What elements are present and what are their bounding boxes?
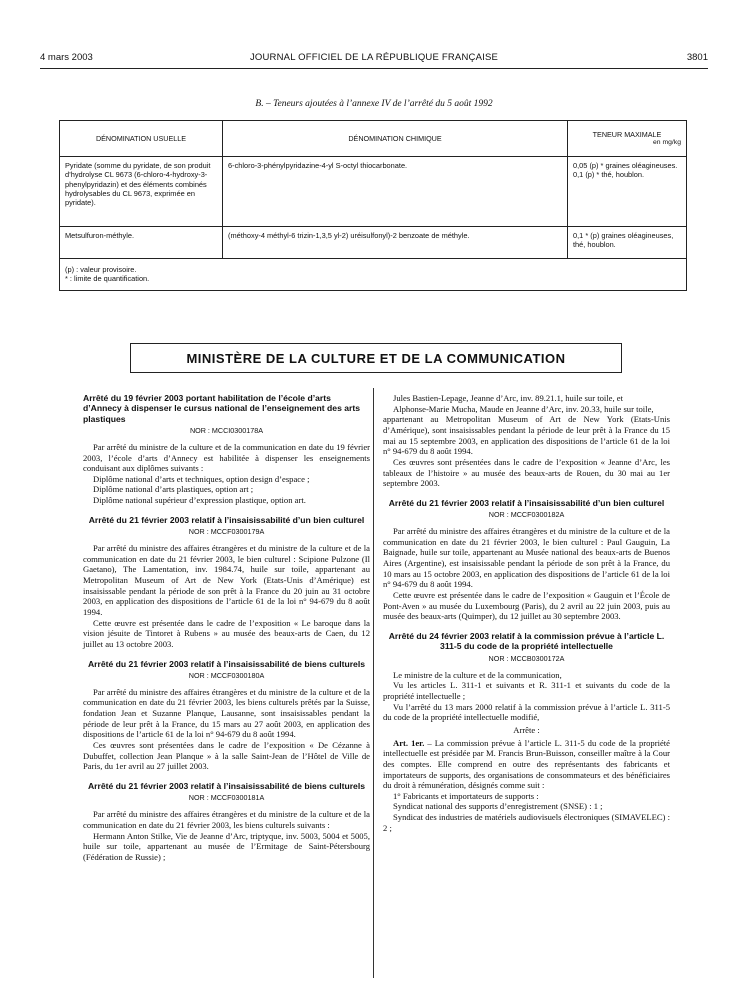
paragraph: Ces œuvres sont présentées dans le cadre de l’exposition « De Cézanne à Dubuffet, collection Jean Planque » à la salle Saint-Jean de l’Hôtel de Ville de Paris, du 1er avril au 27 juillet 2003. [83,740,370,772]
nor-reference: NOR : MCCF0300182A [488,510,565,520]
ministry-heading: MINISTÈRE DE LA CULTURE ET DE LA COMMUNICATION [130,343,622,373]
nor-reference: NOR : MCCI0300178A [189,425,264,435]
paragraph: Ces œuvres sont présentées dans le cadre de l’exposition « Jeanne d’Arc, les tableaux de l’histoire » au musée des beaux-arts de Rouen, du 30 mai au 1er septembre 2003. [383,456,670,489]
paragraph: Par arrêté du ministre des affaires étrangères et du ministre de la culture et de la communication en date du 21 février 2003, les biens culturels suivants : [83,809,370,830]
paragraph: Par arrêté du ministre des affaires étrangères et du ministre de la culture et de la communication en date du 21 février 2003, le bien culturel : Paul Gauguin, La Baignade, huile sur toile, appartenant au Musée national des beaux-arts de Buenos Aires (Argentine), est insaisissable pendant la période de son prêt à la France, du 10 mars au 15 octobre 2003, en application des dispositions de l’article 61 de la loi n° 94-679 du 8 août 1994. [383,526,670,590]
paragraph: Alphonse-Marie Mucha, Maude en Jeanne d’Arc, inv. 20.33, huile sur toile, [393,403,654,414]
decree-title: Arrêté du 21 février 2003 relatif à l’insaisissabilité d’un bien culturel [88,514,365,525]
list-item: 1° Fabricants et importateurs de supports : [393,790,539,801]
page-header [40,52,708,66]
paragraph: Par arrêté du ministre des affaires étrangères et du ministre de la culture et de la communication en date du 21 février 2003, les biens culturels prêtés par la Suisse, fondation Jean et Suzanne Planque, Lausanne, sont insaisissables pendant la période de leur prêt à la France, du 15 mars au 27 août 2003, en application des dispositions de l’article 61 de la loi n° 94-679 du 8 août 1994. [83,686,370,740]
header-rule [40,68,708,69]
note-quantification: * : limite de quantification. [65,274,150,284]
paragraph: Vu les articles L. 311-1 et suivants et R. 311-1 et suivants du code de la propriété intellectuelle ; [383,680,670,701]
teneur-unit: en mg/kg [653,138,681,146]
paragraph: Par arrêté du ministre des affaires étrangères et du ministre de la culture et de la communication en date du 21 février 2003, le bien culturel : Scipione Pulzone (Il Gaetano), The Lamentation, inv. 1984.74, huile sur toile, appartenant au Metropolitan Museum of Art de New York (Etats-Unis d’Amérique) est insaisissable pendant la période de son prêt à la France du 20 juin au 31 octobre 2003, en application des dispositions de l’article 61 de la loi n° 94-679 du 8 août 1994. [83,543,370,617]
paragraph: Hermann Anton Stilke, Vie de Jeanne d’Arc, triptyque, inv. 5003, 5004 et 5005, huile sur toile, appartenant au musée de l’Ermitage de Saint-Pétersbourg (Fédération de Russie) ; [83,830,370,862]
cell-usuelle: Pyridate (somme du pyridate, de son produit d’hydrolyse CL 9673 (6-chloro-4-hydroxy-3-phenylpyridazin) et des éléments combinés hydrolysables du CL 9673, exprimée en pyridate). [60,157,223,227]
col-header-usuelle: DÉNOMINATION USUELLE [60,121,223,157]
decree-title: Arrêté du 21 février 2003 relatif à l’insaisissabilité de biens culturels [87,658,366,669]
col-header-teneur [568,121,687,157]
list-item: Diplôme national d’arts et techniques, option design d’espace ; [93,473,310,484]
column-divider [373,388,374,978]
table-header-row [60,121,687,157]
table-row [60,227,687,259]
article-1 [383,738,670,791]
residue-table [59,120,687,291]
paragraph: Par arrêté du ministre de la culture et de la communication en date du 19 février 2003, l’école d’arts d’Annecy est habilitée à dispenser les enseignements conduisant aux diplômes suivants : [83,441,370,474]
paragraph: Cette œuvre est présentée dans le cadre de l’exposition « Le baroque dans la vision jésuite de Tintoret à Rubens » au musée des beaux-arts de Caen, du 12 juillet au 13 octobre 2003. [83,617,370,649]
col-header-chimique: DÉNOMINATION CHIMIQUE [223,121,568,157]
header-journal-title: JOURNAL OFFICIEL DE LA RÉPUBLIQUE FRANÇAISE [249,52,499,63]
article-text: – La commission prévue à l’article L. 311-5 du code de la propriété intellectuelle est présidée par M. Francis Brun-Buisson, conseiller maître à la Cour des comptes. Elle comprend en outre des représentants des fabricants et importateurs de supports, des organisations de consommateurs et des bénéficiaires du droit à rémunération, désignés comme suit : [383,737,670,791]
teneur-label: TENEUR MAXIMALE [592,129,662,139]
cell-usuelle: Metsulfuron-méthyle. [60,227,223,259]
paragraph: Le ministre de la culture et de la communication, [393,669,562,680]
header-date: 4 mars 2003 [40,52,93,63]
left-column [83,393,370,863]
nor-reference: NOR : MCCF0300179A [188,527,265,537]
decree-title: Arrêté du 24 février 2003 relatif à la commission prévue à l’article L. 311-5 du code de la propriété intellectuelle [388,631,665,652]
decree-title: Arrêté du 19 février 2003 portant habilitation de l’école d’arts d’Annecy à dispenser le cursus national de l’enseignement des arts plastiques [83,393,361,424]
nor-reference: NOR : MCCF0300180A [188,670,265,680]
cell-chimique: 6-chloro-3-phénylpyridazine-4-yl S-octyl thiocarbonate. [223,157,568,227]
header-page-number: 3801 [686,52,708,63]
annex-title: B. – Teneurs ajoutées à l’annexe IV de l’arrêté du 5 août 1992 [255,99,493,109]
cell-teneur: 0,05 (p) * graines oléagineuses. 0,1 (p) * thé, houblon. [568,157,687,227]
paragraph: appartenant au Metropolitan Museum of Art de New York (Etats-Unis d’Amérique), sont insaisissables pendant la période de leur prêt à la France du 15 mai au 15 septembre 2003, en application des dispositions de l’article 61 de la loi n° 94-679 du 8 août 1994. [383,414,670,457]
note-provisoire: (p) : valeur provisoire. [65,265,137,274]
decree-title: Arrêté du 21 février 2003 relatif à l’insaisissabilité de biens culturels [87,781,366,792]
paragraph: Vu l’arrêté du 13 mars 2000 relatif à la commission prévue à l’article L. 311-5 du code de la propriété intellectuelle modifié, [383,701,670,723]
right-column [383,393,670,833]
paragraph: Jules Bastien-Lepage, Jeanne d’Arc, inv. 89.21.1, huile sur toile, et [393,393,623,403]
table-notes-row [60,259,687,291]
table-row [60,157,687,227]
cell-chimique: (méthoxy-4 méthyl-6 trizin-1,3,5 yl-2) uréisulfonyl)-2 benzoate de méthyle. [223,227,568,259]
paragraph: Cette œuvre est présentée dans le cadre de l’exposition « Gauguin et l’École de Pont-Aven » au musée du Luxembourg (Paris), du 2 avril au 22 juin 2003, puis au musée des beaux-arts (Quimper), du 12 juillet au 30 septembre 2003. [383,590,670,622]
list-item: Diplôme national supérieur d’expression plastique, option art. [93,495,306,506]
nor-reference: NOR : MCCF0300181A [188,793,265,803]
cell-teneur: 0,1 * (p) graines oléagineuses, thé, houblon. [568,227,687,259]
decree-title: Arrêté du 21 février 2003 relatif à l’insaisissabilité d’un bien culturel [388,497,665,508]
arrete-label: Arrête : [513,724,540,735]
list-item: Diplôme national d’arts plastiques, option art ; [93,484,254,495]
list-item: Syndicat national des supports d’enregistrement (SNSE) : 1 ; [393,801,603,812]
article-label: Art. 1er. [393,737,425,748]
list-item: Syndicat des industries de matériels audiovisuels électroniques (SIMAVELEC) : 2 ; [383,812,670,833]
nor-reference: NOR : MCCB0300172A [488,653,565,663]
